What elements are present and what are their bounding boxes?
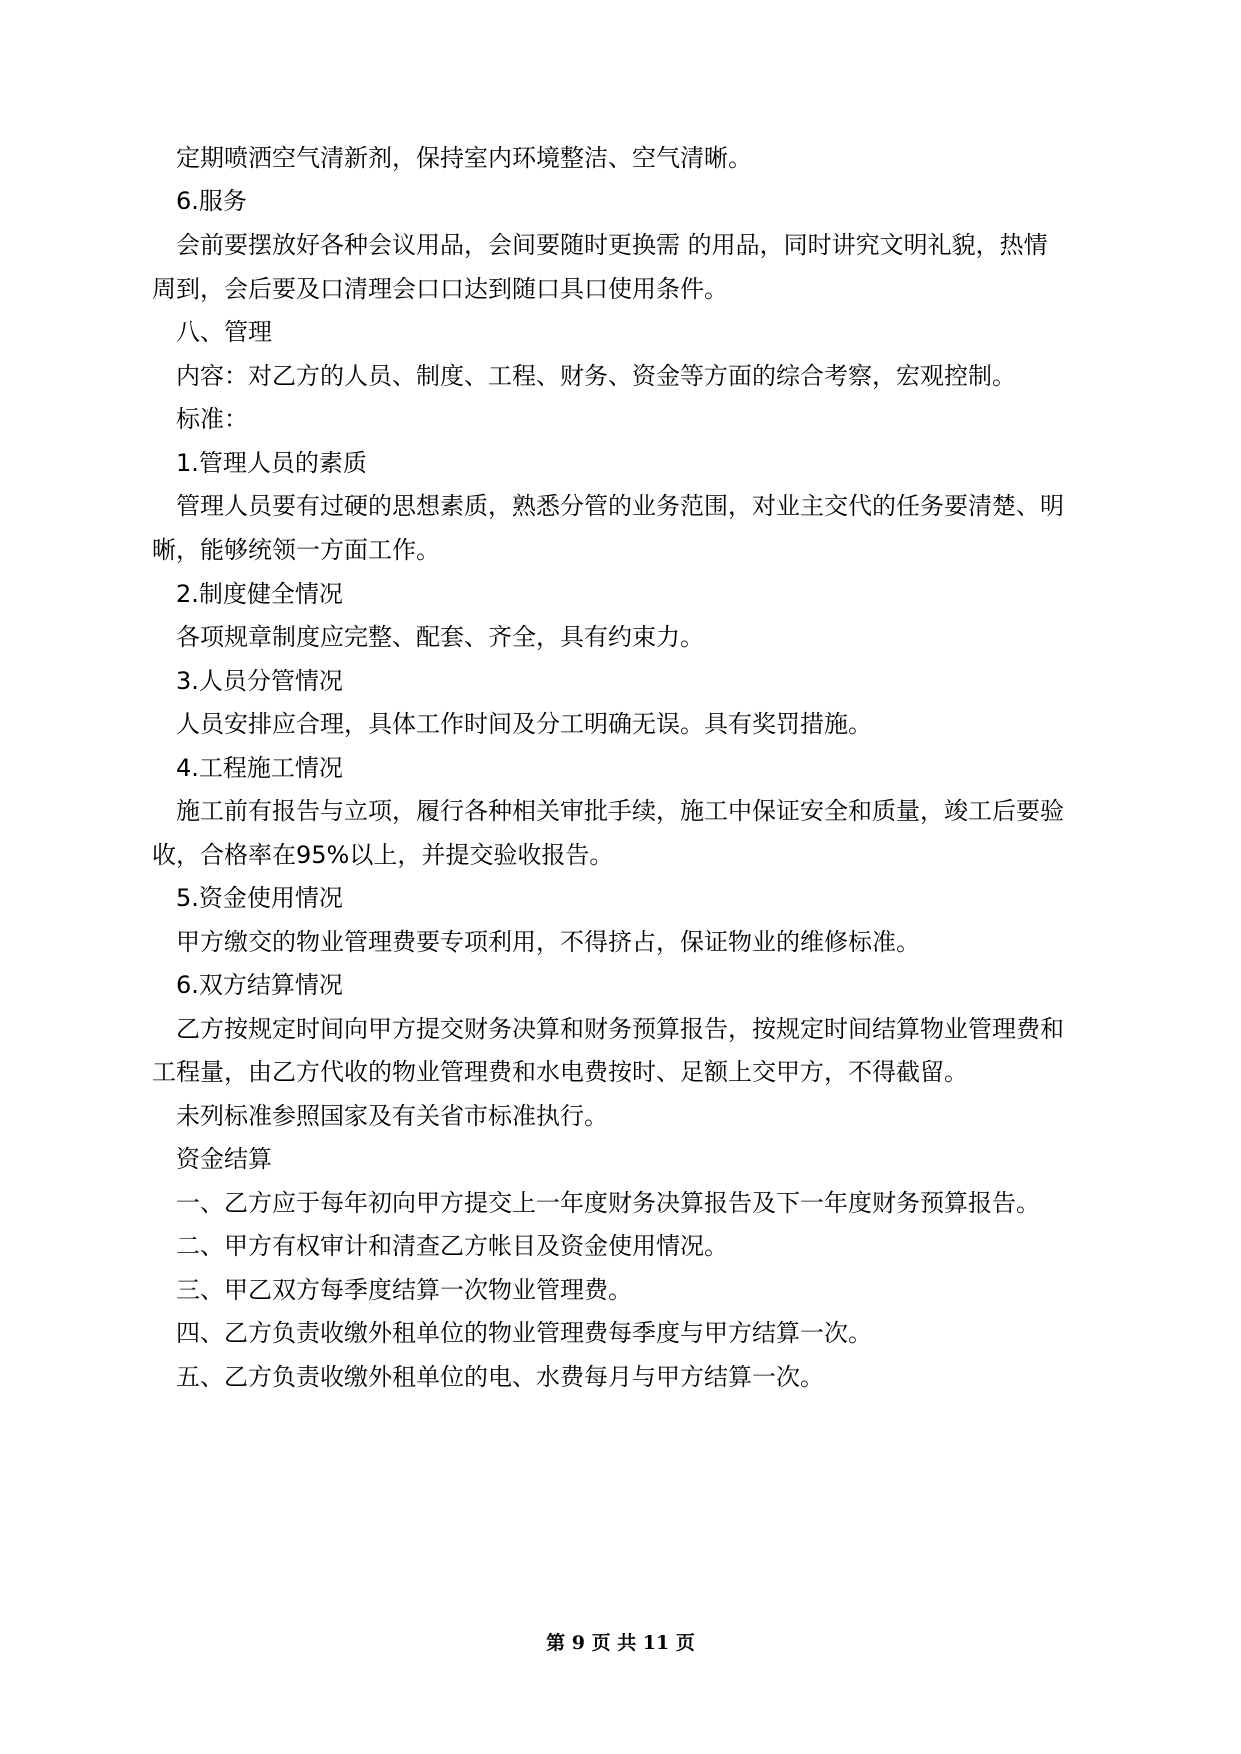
section-heading: 2.制度健全情况: [176, 580, 343, 608]
paragraph-line: 内容：对乙方的人员、制度、工程、财务、资金等方面的综合考察，宏观控制。: [176, 362, 1016, 390]
paragraph-line: 周到，会后要及口清理会口口达到随口具口使用条件。: [152, 275, 728, 303]
section-heading: 资金结算: [176, 1145, 272, 1173]
list-item: 四、乙方负责收缴外租单位的物业管理费每季度与甲方结算一次。: [176, 1319, 872, 1347]
list-item: 二、甲方有权审计和清查乙方帐目及资金使用情况。: [176, 1232, 728, 1260]
page-number-footer: 第 9 页 共 11 页: [546, 1632, 695, 1654]
paragraph-line: 甲方缴交的物业管理费要专项利用，不得挤占，保证物业的维修标准。: [176, 928, 920, 956]
paragraph-line: 工程量，由乙方代收的物业管理费和水电费按时、足额上交甲方，不得截留。: [152, 1058, 968, 1086]
paragraph-line: 施工前有报告与立项，履行各种相关审批手续，施工中保证安全和质量，竣工后要验: [176, 797, 1064, 825]
section-heading: 5.资金使用情况: [176, 884, 343, 912]
paragraph-line: 定期喷洒空气清新剂，保持室内环境整洁、空气清晰。: [176, 144, 752, 172]
paragraph-line: 各项规章制度应完整、配套、齐全，具有约束力。: [176, 623, 704, 651]
section-heading: 6.服务: [176, 187, 247, 215]
section-heading: 6.双方结算情况: [176, 971, 343, 999]
list-item: 一、乙方应于每年初向甲方提交上一年度财务决算报告及下一年度财务预算报告。: [176, 1189, 1040, 1217]
section-heading: 4.工程施工情况: [176, 754, 343, 782]
paragraph-line: 人员安排应合理，具体工作时间及分工明确无误。具有奖罚措施。: [176, 710, 872, 738]
section-heading: 3.人员分管情况: [176, 667, 343, 695]
paragraph-line: 管理人员要有过硬的思想素质，熟悉分管的业务范围，对业主交代的任务要清楚、明: [176, 492, 1064, 520]
paragraph-line: 乙方按规定时间向甲方提交财务决算和财务预算报告，按规定时间结算物业管理费和: [176, 1015, 1064, 1043]
paragraph-line: 晰，能够统领一方面工作。: [152, 536, 440, 564]
paragraph-line: 标准：: [176, 405, 248, 433]
section-heading: 1.管理人员的素质: [176, 449, 367, 477]
paragraph-line: 未列标准参照国家及有关省市标准执行。: [176, 1102, 608, 1130]
paragraph-line: 会前要摆放好各种会议用品，会间要随时更换需 的用品，同时讲究文明礼貌，热情: [176, 231, 1048, 259]
list-item: 五、乙方负责收缴外租单位的电、水费每月与甲方结算一次。: [176, 1363, 824, 1391]
list-item: 三、甲乙双方每季度结算一次物业管理费。: [176, 1276, 632, 1304]
paragraph-line: 收，合格率在95%以上，并提交验收报告。: [152, 841, 614, 869]
section-heading: 八、管理: [176, 318, 272, 346]
